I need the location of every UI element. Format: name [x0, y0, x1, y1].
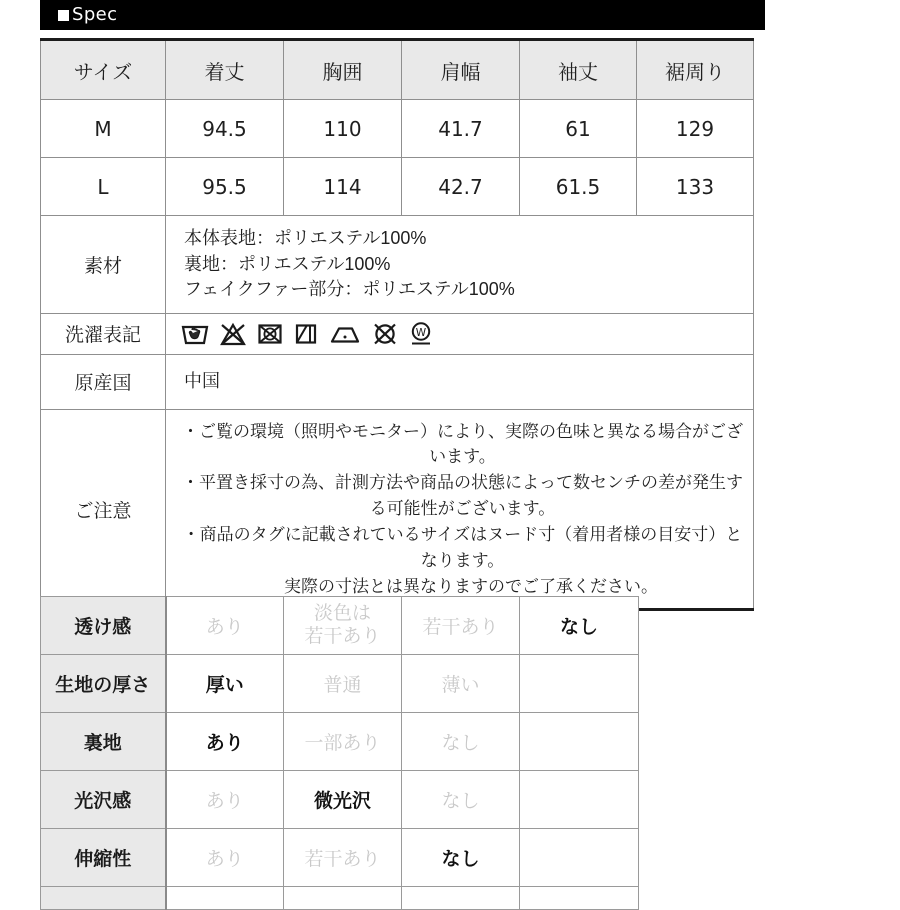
spec-table: [40, 38, 754, 611]
origin-value: 中国: [166, 354, 754, 409]
attribute-option[interactable]: [520, 713, 639, 771]
do-not-bleach-icon: [219, 321, 247, 347]
cell-sleeve: 61: [520, 100, 637, 158]
cell-shoulder: 41.7: [402, 100, 520, 158]
attribute-table: [40, 596, 639, 910]
header-size: サイズ: [41, 40, 166, 100]
material-row: [41, 216, 754, 314]
spec-banner-title: Spec: [72, 4, 118, 25]
notice-value: [166, 409, 754, 610]
attribute-option[interactable]: [520, 829, 639, 887]
attribute-label: 裏地: [41, 713, 166, 771]
attribute-option[interactable]: あり: [166, 829, 284, 887]
hand-wash-icon: [180, 321, 210, 347]
header-shoulder: 肩幅: [402, 40, 520, 100]
material-line: 本体表地：ポリエステル100%: [184, 228, 427, 248]
attribute-option[interactable]: [520, 887, 639, 910]
attribute-option[interactable]: [520, 771, 639, 829]
wet-clean-w-icon: [408, 320, 434, 348]
header-sleeve: 袖丈: [520, 40, 637, 100]
attribute-option-selected[interactable]: なし: [402, 829, 520, 887]
attribute-label: 伸縮性: [41, 829, 166, 887]
cell-length: 95.5: [166, 158, 284, 216]
material-line: 裏地：ポリエステル100%: [184, 253, 391, 274]
drip-dry-in-shade-icon: [293, 321, 319, 347]
attribute-row-clipped: [41, 887, 639, 910]
attribute-row: [41, 771, 639, 829]
material-line: フェイクファー部分：ポリエステル100%: [184, 279, 515, 300]
attribute-option[interactable]: [284, 887, 402, 910]
attribute-option[interactable]: [166, 887, 284, 910]
filled-square-icon: [58, 10, 69, 21]
attribute-option[interactable]: 若干あり: [284, 829, 402, 887]
origin-row: [41, 354, 754, 409]
attribute-option[interactable]: 薄い: [402, 655, 520, 713]
attribute-option[interactable]: なし: [402, 771, 520, 829]
care-symbols: [166, 313, 754, 354]
attribute-option[interactable]: 若干あり: [402, 597, 520, 655]
attribute-label: 透け感: [41, 597, 166, 655]
notice-line: います。: [429, 447, 496, 467]
header-hem: 裾周り: [637, 40, 754, 100]
attribute-row: [41, 597, 639, 655]
cell-shoulder: 42.7: [402, 158, 520, 216]
notice-line: なります。: [420, 550, 505, 570]
spec-table-header-row: [41, 40, 754, 100]
care-label: 洗濯表記: [41, 313, 166, 354]
notice-line: る可能性がございます。: [369, 499, 556, 519]
attribute-row: [41, 829, 639, 887]
cell-sleeve: 61.5: [520, 158, 637, 216]
attribute-option[interactable]: あり: [166, 771, 284, 829]
svg-text:W: W: [415, 326, 427, 339]
attribute-option-selected[interactable]: 微光沢: [284, 771, 402, 829]
iron-low-heat-icon: [328, 321, 362, 347]
attribute-option[interactable]: あり: [166, 597, 284, 655]
header-bust: 胸囲: [284, 40, 402, 100]
attribute-row: [41, 655, 639, 713]
attribute-option[interactable]: 淡色は 若干あり: [284, 597, 402, 655]
origin-label: 原産国: [41, 354, 166, 409]
notice-line: 実際の寸法とは異なりますのでご了承ください。: [267, 576, 658, 596]
cell-hem: 133: [637, 158, 754, 216]
table-row: [41, 100, 754, 158]
do-not-dryclean-icon: [371, 321, 399, 347]
cell-size: L: [41, 158, 166, 216]
notice-line: ・ご覧の環境（照明やモニター）により、実際の色味と異なる場合がござ: [182, 421, 743, 441]
cell-bust: 114: [284, 158, 402, 216]
attribute-label: 生地の厚さ: [41, 655, 166, 713]
attribute-row: [41, 713, 639, 771]
header-length: 着丈: [166, 40, 284, 100]
attribute-option[interactable]: [520, 655, 639, 713]
attribute-option[interactable]: [402, 887, 520, 910]
attribute-label: [41, 887, 166, 910]
attribute-option[interactable]: 普通: [284, 655, 402, 713]
notice-line: ・平置き採寸の為、計測方法や商品の状態によって数センチの差が発生す: [182, 473, 743, 493]
notice-row: [41, 409, 754, 610]
material-value: [166, 216, 754, 314]
cell-bust: 110: [284, 100, 402, 158]
do-not-tumble-dry-icon: [256, 321, 284, 347]
attribute-option-selected[interactable]: なし: [520, 597, 639, 655]
attribute-option[interactable]: 一部あり: [284, 713, 402, 771]
attribute-option-selected[interactable]: 厚い: [166, 655, 284, 713]
notice-label: ご注意: [41, 409, 166, 610]
material-label: 素材: [41, 216, 166, 314]
table-row: [41, 158, 754, 216]
notice-line: ・商品のタグに記載されているサイズはヌード寸（着用者様の目安寸）と: [182, 524, 743, 544]
cell-hem: 129: [637, 100, 754, 158]
attribute-option[interactable]: なし: [402, 713, 520, 771]
cell-size: M: [41, 100, 166, 158]
spec-banner: [40, 0, 765, 30]
attribute-label: 光沢感: [41, 771, 166, 829]
cell-length: 94.5: [166, 100, 284, 158]
care-row: [41, 313, 754, 354]
attribute-option-selected[interactable]: あり: [166, 713, 284, 771]
